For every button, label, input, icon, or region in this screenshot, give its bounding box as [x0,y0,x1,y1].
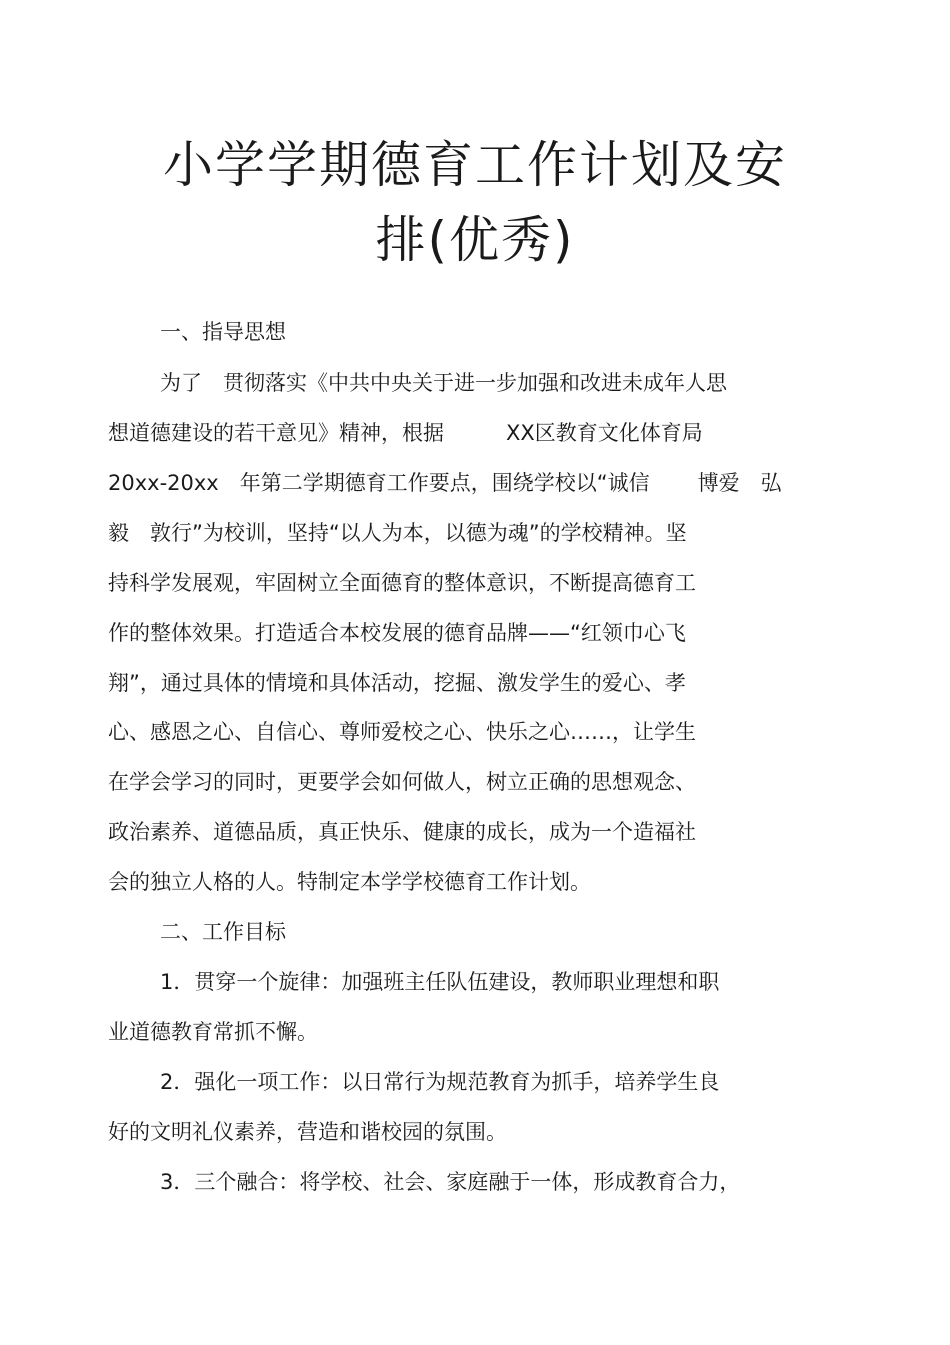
paragraph-line: 持科学发展观，牢固树立全面德育的整体意识，不断提高德育工 [108,571,696,595]
document-title-line-2: 排(优秀) [375,211,575,269]
paragraph-line: 毅 敦行”为校训，坚持“以人为本，以德为魂”的学校精神。坚 [108,521,687,545]
list-item-line: 1．贯穿一个旋律：加强班主任队伍建设，教师职业理想和职 [160,970,720,994]
paragraph-line: 作的整体效果。打造适合本校发展的德育品牌——“红领巾心飞 [108,621,686,645]
paragraph-line [108,473,782,494]
paragraph-line: 政治素养、道德品质，真正快乐、健康的成长，成为一个造福社 [108,820,696,844]
text-segment: 博爱 弘 [697,471,782,495]
paragraph-line: 为了 贯彻落实《中共中央关于进一步加强和改进未成年人思 [160,371,727,395]
text-segment: 想道德建设的若干意见》精神，根据 [108,421,444,445]
text-segment: 20xx-20xx 年第二学期德育工作要点，围绕学校以“诚信 [108,471,650,495]
document-title-line-1: 小学学期德育工作计划及安 [163,136,787,194]
section-heading-guiding-thought: 一、指导思想 [160,320,286,344]
section-heading-work-goals: 二、工作目标 [160,920,286,944]
list-item-line: 好的文明礼仪素养，营造和谐校园的氛围。 [108,1120,507,1144]
paragraph-line [108,423,703,444]
paragraph-line: 翔”，通过具体的情境和具体活动，挖掘、激发学生的爱心、孝 [108,671,686,695]
paragraph-line: 会的独立人格的人。特制定本学学校德育工作计划。 [108,870,591,894]
list-item-line: 3．三个融合：将学校、社会、家庭融于一体，形成教育合力， [160,1170,741,1194]
paragraph-line: 在学会学习的同时，更要学会如何做人，树立正确的思想观念、 [108,770,696,794]
text-segment: XX区教育文化体育局 [506,421,703,445]
list-item-line: 业道德教育常抓不懈。 [108,1020,318,1044]
list-item-line: 2．强化一项工作：以日常行为规范教育为抓手，培养学生良 [160,1070,720,1094]
paragraph-line: 心、感恩之心、自信心、尊师爱校之心、快乐之心……，让学生 [108,720,696,744]
